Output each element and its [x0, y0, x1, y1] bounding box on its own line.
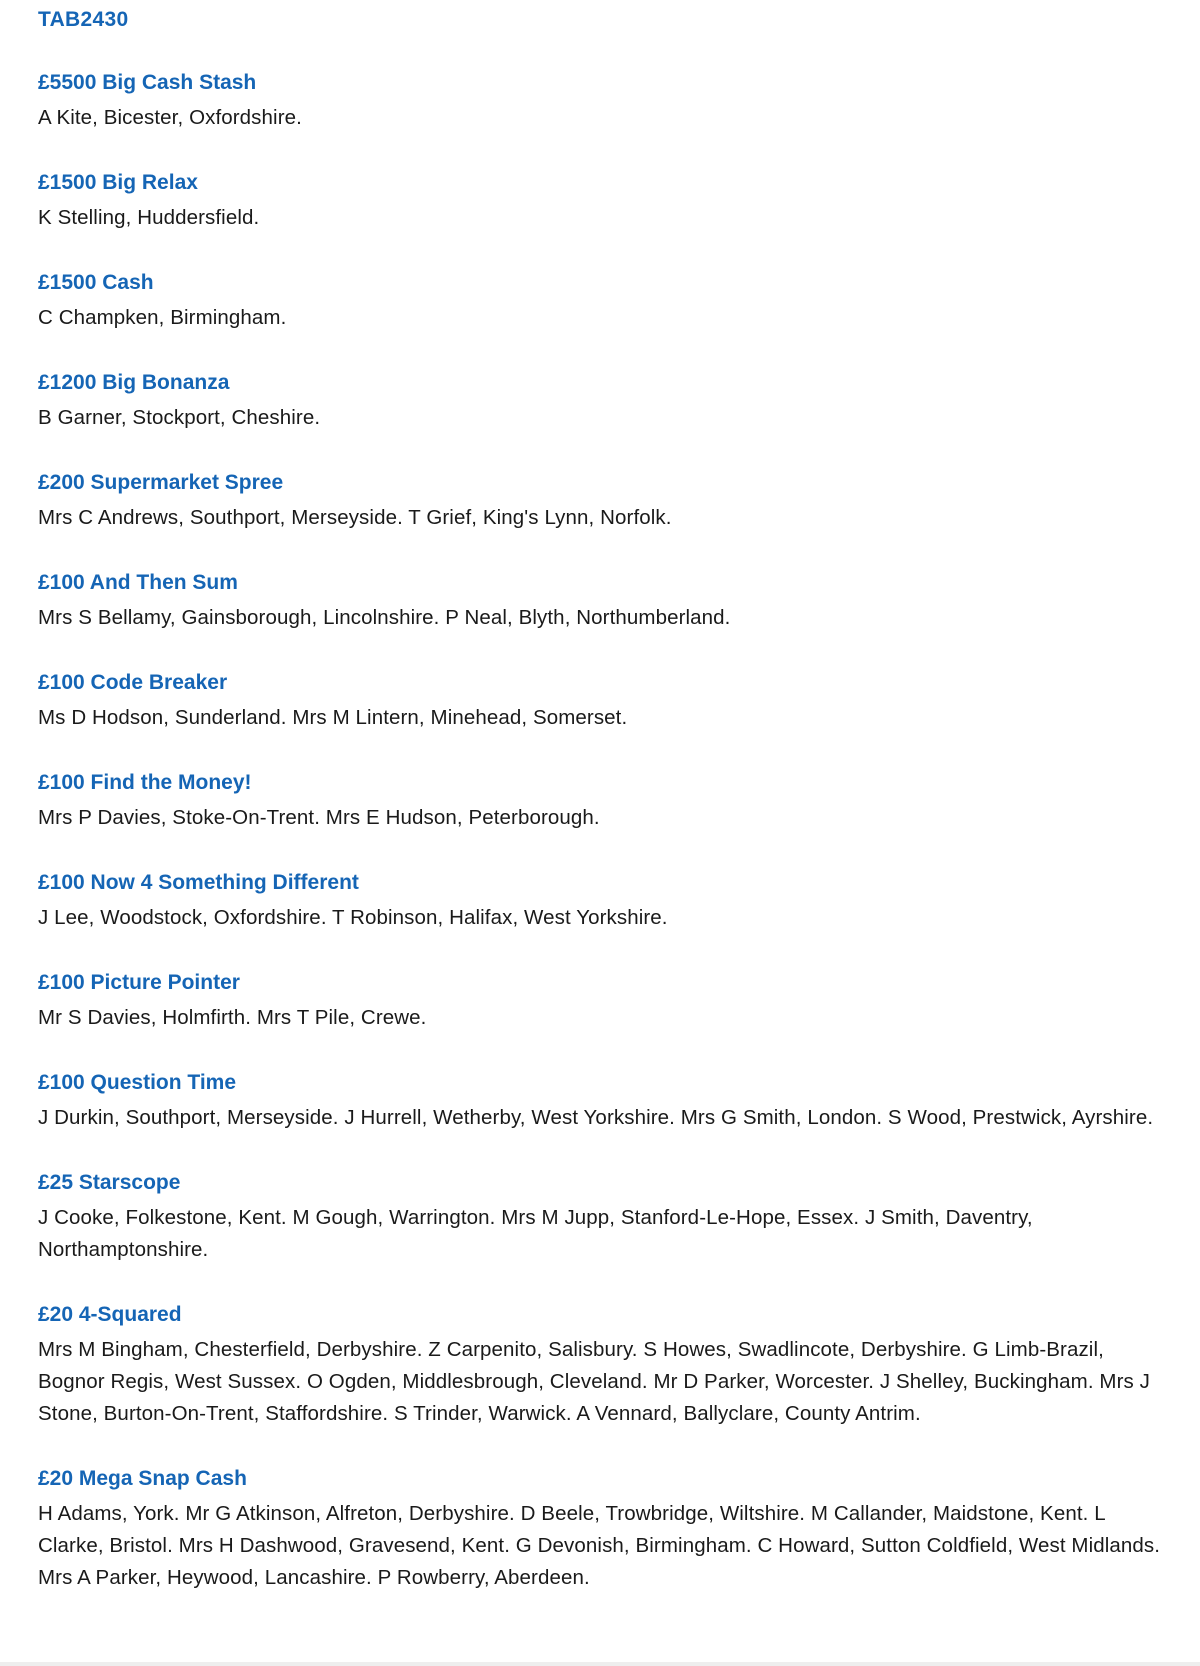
prize-section — [38, 1302, 1168, 1430]
prize-winners: Mrs P Davies, Stoke-On-Trent. Mrs E Hudson, Peterborough. — [38, 806, 600, 829]
prize-title: £1200 Big Bonanza — [38, 371, 230, 394]
prize-section — [38, 470, 1168, 534]
prize-section — [38, 1170, 1168, 1266]
prize-section — [38, 370, 1168, 434]
prize-title: £1500 Big Relax — [38, 171, 198, 194]
prize-section — [38, 70, 1168, 134]
prize-title: £100 And Then Sum — [38, 571, 238, 594]
prize-title: £100 Picture Pointer — [38, 971, 240, 994]
prize-winners: Mrs S Bellamy, Gainsborough, Lincolnshire. P Neal, Blyth, Northumberland. — [38, 606, 731, 629]
prize-winners: Mrs C Andrews, Southport, Merseyside. T Grief, King's Lynn, Norfolk. — [38, 506, 672, 529]
prize-winners: Mrs M Bingham, Chesterfield, Derbyshire. Z Carpenito, Salisbury. S Howes, Swadlincote, Derbyshire. G Limb-Brazil, Bognor Regis, West Sussex. O Ogden, Middlesbrough, Cleveland. Mr D Parker, Worcester. J Shelley, Buckingham. Mrs J Stone, Burton-On-Trent, Staffordshire. S Trinder, Warwick. A Vennard, Ballyclare, County Antrim. — [38, 1338, 1151, 1425]
prize-section — [38, 870, 1168, 934]
prize-title: £5500 Big Cash Stash — [38, 71, 257, 94]
prize-title: £100 Find the Money! — [38, 771, 252, 794]
page-bottom-divider — [0, 1662, 1200, 1666]
prize-winners: J Cooke, Folkestone, Kent. M Gough, Warrington. Mrs M Jupp, Stanford-Le-Hope, Essex. J Smith, Daventry, Northamptonshire. — [38, 1206, 1033, 1261]
document-code: TAB2430 — [38, 8, 129, 31]
prize-section — [38, 170, 1168, 234]
prize-winners: C Champken, Birmingham. — [38, 306, 287, 329]
prize-title: £1500 Cash — [38, 271, 154, 294]
prize-section — [38, 770, 1168, 834]
prize-section — [38, 1466, 1168, 1594]
winners-document — [38, 8, 1168, 1630]
prize-winners: K Stelling, Huddersfield. — [38, 206, 260, 229]
prize-winners: A Kite, Bicester, Oxfordshire. — [38, 106, 302, 129]
prize-winners: H Adams, York. Mr G Atkinson, Alfreton, Derbyshire. D Beele, Trowbridge, Wiltshire. M Callander, Maidstone, Kent. L Clarke, Bristol. Mrs H Dashwood, Gravesend, Kent. G Devonish, Birmingham. C Howard, Sutton Coldfield, West Midlands. Mrs A Parker, Heywood, Lancashire. P Rowberry, Aberdeen. — [38, 1502, 1161, 1589]
prize-winners: B Garner, Stockport, Cheshire. — [38, 406, 321, 429]
prize-section — [38, 670, 1168, 734]
prize-section — [38, 1070, 1168, 1134]
prize-winners: J Lee, Woodstock, Oxfordshire. T Robinson, Halifax, West Yorkshire. — [38, 906, 668, 929]
prize-title: £100 Now 4 Something Different — [38, 871, 359, 894]
prize-title: £25 Starscope — [38, 1171, 181, 1194]
prize-winners: J Durkin, Southport, Merseyside. J Hurrell, Wetherby, West Yorkshire. Mrs G Smith, London. S Wood, Prestwick, Ayrshire. — [38, 1106, 1154, 1129]
prize-title: £20 4-Squared — [38, 1303, 182, 1326]
prize-section — [38, 270, 1168, 334]
prize-title: £100 Question Time — [38, 1071, 237, 1094]
prize-title: £100 Code Breaker — [38, 671, 228, 694]
prize-winners: Mr S Davies, Holmfirth. Mrs T Pile, Crewe. — [38, 1006, 427, 1029]
prize-winners: Ms D Hodson, Sunderland. Mrs M Lintern, Minehead, Somerset. — [38, 706, 628, 729]
prize-section — [38, 970, 1168, 1034]
prize-title: £20 Mega Snap Cash — [38, 1467, 247, 1490]
prize-section — [38, 570, 1168, 634]
prize-title: £200 Supermarket Spree — [38, 471, 284, 494]
